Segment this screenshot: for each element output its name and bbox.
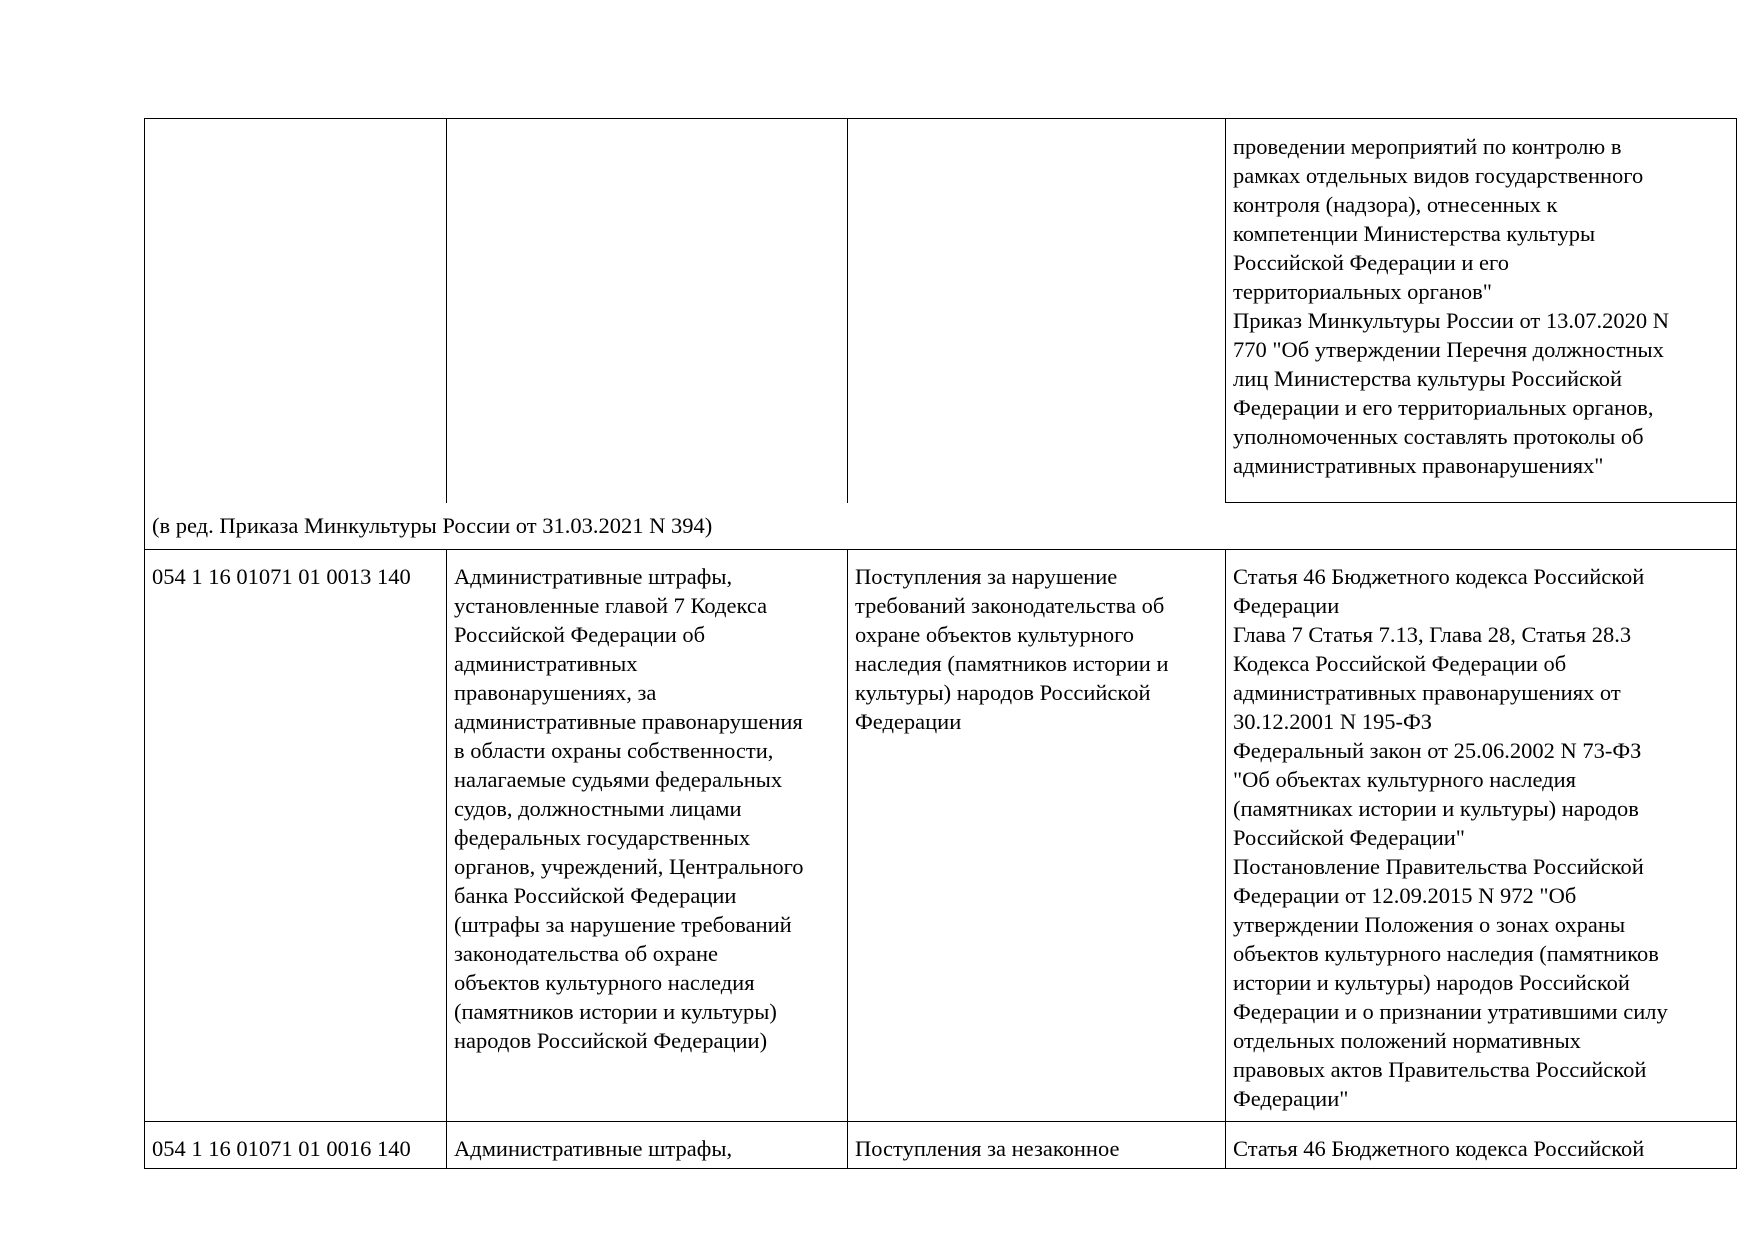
- continuation-row: [145, 119, 1737, 503]
- amendment-note-row: [145, 503, 1737, 550]
- table-row: [145, 550, 1737, 1122]
- revenue-name: Административные штрафы, установленные главой 7 Кодекса Российской Федерации об административных правонарушениях, за административные правонарушения в области охраны собственности, налагаемые судьями федеральных судов, должностными лицами федеральных государственных органов, учреждений, Центрального банка Российской Федерации (штрафы за нарушение требований законодательства об охране объектов культурного наследия (памятников истории и культуры) народов Российской Федерации): [447, 550, 848, 1122]
- amendment-note: (в ред. Приказа Минкультуры России от 31.03.2021 N 394): [145, 503, 1737, 550]
- continuation-basis-cell: проведении мероприятий по контролю в рамках отдельных видов государственного контроля (надзора), отнесенных к компетенции Министерства культуры Российской Федерации и его территориальных органов" Приказ Минкультуры России от 13.07.2020 N 770 "Об утверждении Перечня должностных лиц Министерства культуры Российской Федерации и его территориальных органов, уполномоченных составлять протоколы об административных правонарушениях": [1226, 119, 1737, 503]
- legal-basis: Статья 46 Бюджетного кодекса Российской: [1226, 1122, 1737, 1169]
- continuation-name-cell: [447, 119, 848, 503]
- income-description: Поступления за незаконное: [848, 1122, 1226, 1169]
- revenue-code: 054 1 16 01071 01 0013 140: [145, 550, 447, 1122]
- continuation-code-cell: [145, 119, 447, 503]
- table-row: [145, 1122, 1737, 1169]
- income-description: Поступления за нарушение требований законодательства об охране объектов культурного наследия (памятников истории и культуры) народов Российской Федерации: [848, 550, 1226, 1122]
- continuation-income-cell: [848, 119, 1226, 503]
- revenue-code: 054 1 16 01071 01 0016 140: [145, 1122, 447, 1169]
- revenue-name: Административные штрафы,: [447, 1122, 848, 1169]
- legal-table: [144, 118, 1737, 1169]
- legal-basis: Статья 46 Бюджетного кодекса Российской Федерации Глава 7 Статья 7.13, Глава 28, Статья 28.3 Кодекса Российской Федерации об административных правонарушениях от 30.12.2001 N 195-ФЗ Федеральный закон от 25.06.2002 N 73-ФЗ "Об объектах культурного наследия (памятниках истории и культуры) народов Российской Федерации" Постановление Правительства Российской Федерации от 12.09.2015 N 972 "Об утверждении Положения о зонах охраны объектов культурного наследия (памятников истории и культуры) народов Российской Федерации и о признании утратившими силу отдельных положений нормативных правовых актов Правительства Российской Федерации": [1226, 550, 1737, 1122]
